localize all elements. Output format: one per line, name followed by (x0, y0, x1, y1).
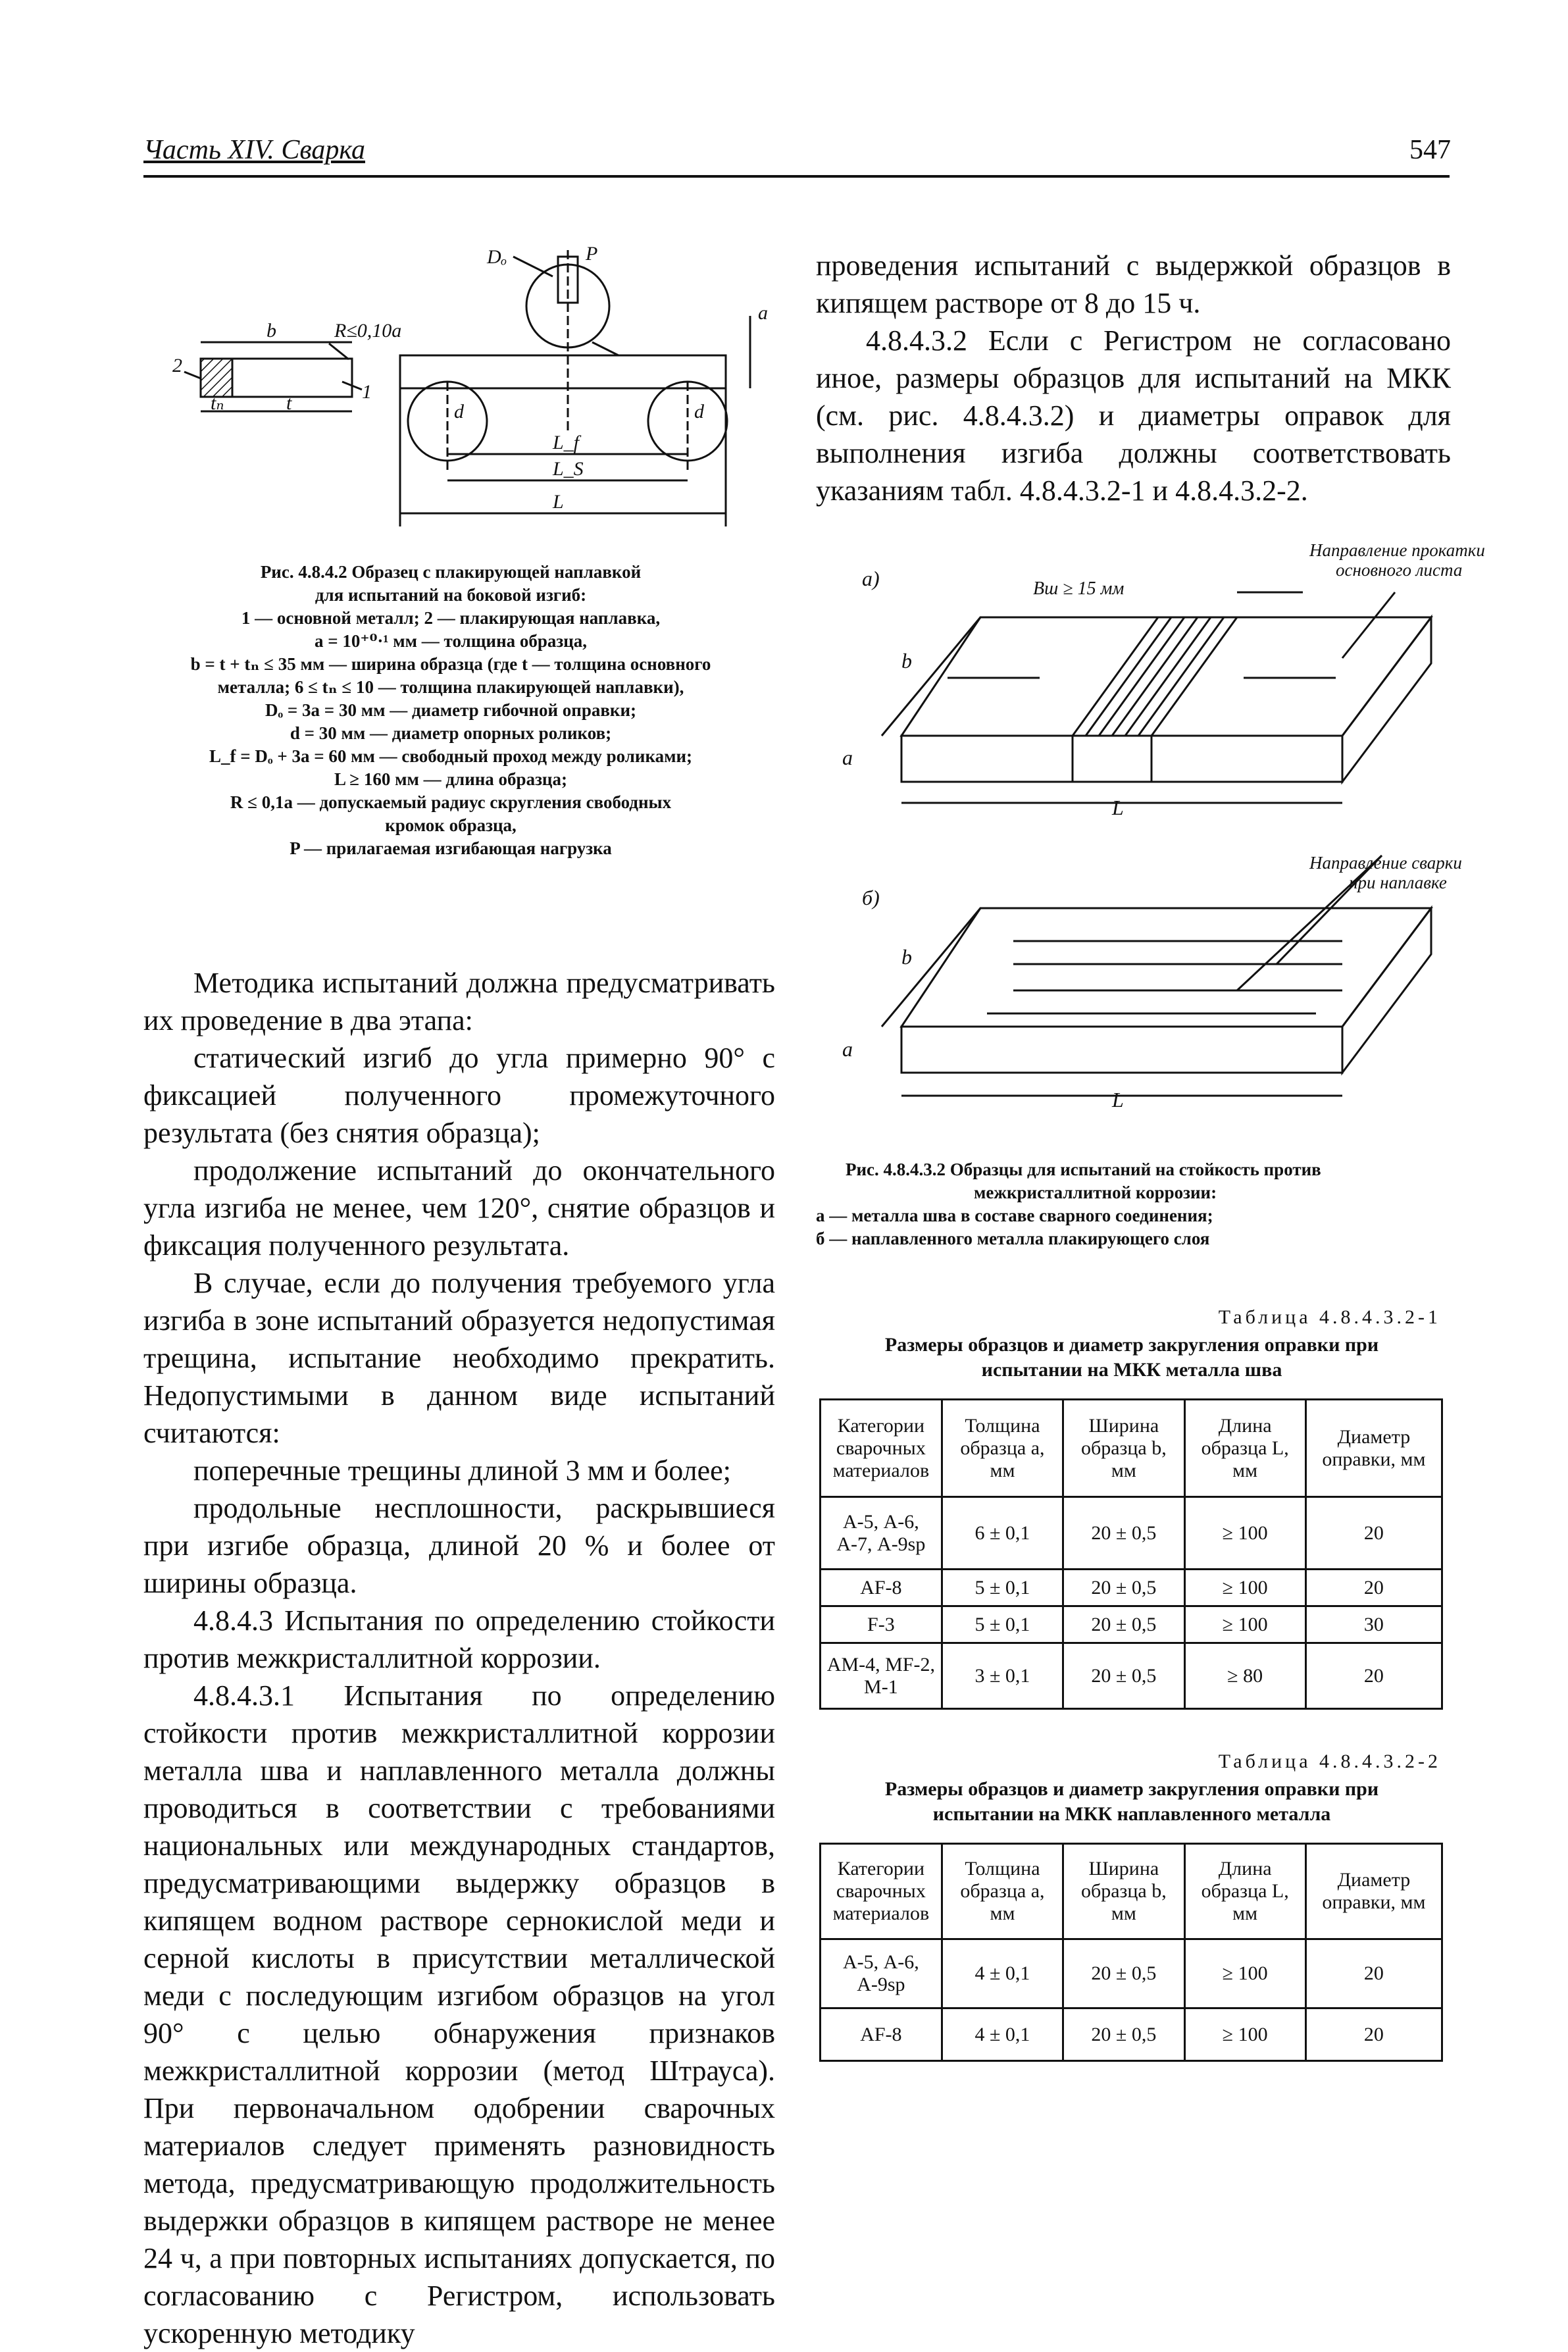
table-cell: ≥ 80 (1184, 1643, 1305, 1709)
label-b: b (266, 320, 276, 342)
paragraph: продолжение испытаний до окончательного угла изгиба не менее, чем 120°, снятие образцов и фиксация полученного результата. (143, 1154, 775, 1262)
table-cell: 20 ± 0,5 (1063, 1643, 1184, 1709)
table-cell: 20 ± 0,5 (1063, 1497, 1184, 1570)
table-cell: А-5, А-6, А-7, А-9sp (821, 1497, 942, 1570)
label-b-a: b (901, 649, 912, 673)
header-rule (143, 175, 1450, 178)
caption-line: L_f = Dₒ + 3a = 60 мм — свободный проход между роликами; (209, 746, 693, 766)
table-cell: 20 ± 0,5 (1063, 2008, 1184, 2061)
label-L-a: L (1112, 796, 1124, 819)
label-L-b: L (1112, 1088, 1124, 1112)
caption-line: а — металла шва в составе сварного соединения; (816, 1206, 1213, 1225)
caption-line: металла; 6 ≤ tₙ ≤ 10 — толщина плакирующей наплавки), (217, 677, 684, 697)
label-Ls: L_S (553, 458, 584, 480)
table-cell: ≥ 100 (1184, 1606, 1305, 1643)
table-cell: AF-8 (821, 2008, 942, 2061)
paragraph: поперечные трещины длиной 3 мм и более; (193, 1454, 731, 1487)
figure1-caption (132, 561, 770, 860)
label-t: t (286, 392, 292, 414)
table-row (821, 2008, 1442, 2061)
caption-line: Dₒ = 3a = 30 мм — диаметр гибочной оправки; (265, 700, 637, 720)
label-Lf: L_f (553, 432, 580, 453)
paragraph: продольные несплошности, раскрывшиеся при изгибе образца, длиной 20 % и более от ширины образца. (143, 1492, 775, 1599)
caption-line: d = 30 мм — диаметр опорных роликов; (290, 723, 612, 743)
figure-igc-specimens (816, 526, 1485, 1158)
label-a-b: a (842, 1037, 853, 1061)
table-header-cell: Толщина образца a, мм (942, 1400, 1063, 1497)
table1 (819, 1398, 1443, 1710)
table-header-cell: Диаметр оправки, мм (1305, 1400, 1442, 1497)
table-header-cell: Ширина образца b, мм (1063, 1844, 1184, 1939)
figure-bend-test-diagram (158, 237, 768, 540)
label-weld-direction-2: при наплавке (1349, 873, 1447, 892)
table2-number: Таблица 4.8.4.3.2-2 (1218, 1751, 1441, 1772)
table-cell: 20 (1305, 1570, 1442, 1606)
table-cell: ≥ 100 (1184, 2008, 1305, 2061)
caption-line: б — наплавленного металла плакирующего слоя (816, 1229, 1210, 1248)
figure2-caption (816, 1158, 1451, 1250)
table-header-cell: Толщина образца a, мм (942, 1844, 1063, 1939)
label-2: 2 (172, 355, 182, 376)
table-cell: 5 ± 0,1 (942, 1570, 1063, 1606)
caption-line: b = t + tₙ ≤ 35 мм — ширина образца (где t — толщина основного (190, 654, 711, 674)
page-number: 547 (1409, 135, 1451, 165)
label-tn: tₙ (211, 392, 224, 414)
table-header-cell: Длина образца L, мм (1184, 1400, 1305, 1497)
table-header-cell: Категории сварочных материалов (821, 1844, 942, 1939)
paragraph: проведения испытаний с выдержкой образцов в кипящем растворе от 8 до 15 ч. (816, 249, 1451, 319)
label-roll-direction-1: Направление прокатки (1309, 540, 1485, 560)
caption-line: межкристаллитной коррозии: (974, 1183, 1217, 1202)
label-a: a (758, 302, 768, 324)
table-row (821, 1497, 1442, 1570)
label-weld-width: Bш ≥ 15 мм (1033, 578, 1125, 599)
table2-title-line: Размеры образцов и диаметр закругления оправки при (884, 1778, 1379, 1800)
table1-title-line: испытании на МКК металла шва (981, 1359, 1282, 1381)
table-header-cell: Длина образца L, мм (1184, 1844, 1305, 1939)
table-cell: 20 ± 0,5 (1063, 1606, 1184, 1643)
table1-number: Таблица 4.8.4.3.2-1 (1218, 1306, 1441, 1328)
table2-title (816, 1777, 1448, 1827)
running-header-section: Часть XIV. Сварка (143, 135, 365, 165)
table-cell: 20 (1305, 1643, 1442, 1709)
caption-line: R ≤ 0,1a — допускаемый радиус скругления свободных (230, 792, 672, 812)
paragraph: 4.8.4.3.2 Если с Регистром не согласовано иное, размеры образцов для испытаний на МКК (см. рис. 4.8.4.3.2) и диаметры оправок для выполнения изгиба должны соответствовать указаниям табл. 4.8.4.3.2-1 и 4.8.4.3.2-2. (816, 324, 1451, 507)
label-b-b: b (901, 945, 912, 969)
table-row (821, 1606, 1442, 1643)
table-cell: 20 (1305, 1497, 1442, 1570)
label-fig-b: б) (862, 886, 880, 909)
table-cell: 6 ± 0,1 (942, 1497, 1063, 1570)
table-header-cell: Ширина образца b, мм (1063, 1400, 1184, 1497)
label-roll-direction-2: основного листа (1336, 560, 1463, 580)
table-row (821, 1570, 1442, 1606)
label-fig-a: а) (862, 567, 880, 590)
table-cell: 5 ± 0,1 (942, 1606, 1063, 1643)
caption-line: Рис. 4.8.4.3.2 Образцы для испытаний на стойкость против (846, 1160, 1321, 1179)
table-header-row (821, 1844, 1442, 1939)
caption-line: 1 — основной металл; 2 — плакирующая наплавка, (241, 608, 661, 628)
table-cell: ≥ 100 (1184, 1497, 1305, 1570)
label-a-a: a (842, 746, 853, 769)
table-cell: 20 (1305, 1939, 1442, 2008)
label-Do: Dₒ (487, 246, 507, 268)
caption-line: P — прилагаемая изгибающая нагрузка (290, 838, 612, 858)
table1-title (816, 1333, 1448, 1383)
table-cell: А-5, А-6, А-9sp (821, 1939, 942, 2008)
label-R: R≤0,10a (334, 320, 402, 342)
table-cell: 3 ± 0,1 (942, 1643, 1063, 1709)
right-column-text (816, 247, 1451, 509)
table1-title-line: Размеры образцов и диаметр закругления оправки при (884, 1334, 1379, 1356)
caption-line: Рис. 4.8.4.2 Образец с плакирующей наплавкой (260, 562, 642, 582)
label-weld-direction-1: Направление сварки (1309, 853, 1462, 873)
table-cell: F-3 (821, 1606, 942, 1643)
table-cell: 20 (1305, 2008, 1442, 2061)
table-header-row (821, 1400, 1442, 1497)
caption-line: для испытаний на боковой изгиб: (315, 585, 587, 605)
label-d-right: d (694, 401, 704, 422)
paragraph: В случае, если до получения требуемого угла изгиба в зоне испытаний образуется недопустимая трещина, испытание необходимо прекратить. Недопустимыми в данном виде испытаний считаются: (143, 1267, 775, 1449)
table-cell: 4 ± 0,1 (942, 2008, 1063, 2061)
left-column-text (143, 964, 775, 2352)
table2-title-line: испытании на МКК наплавленного металла (932, 1803, 1331, 1825)
table-cell: 20 ± 0,5 (1063, 1939, 1184, 2008)
table2 (819, 1843, 1443, 2062)
table-cell: АМ-4, МF-2, М-1 (821, 1643, 942, 1709)
label-L: L (553, 491, 564, 513)
caption-line: L ≥ 160 мм — длина образца; (334, 769, 567, 789)
table-cell: 4 ± 0,1 (942, 1939, 1063, 2008)
paragraph: 4.8.4.3.1 Испытания по определению стойкости против межкристаллитной коррозии металла шва и наплавленного металла должны проводиться в соответствии с требованиями национальных или международных стандартов, предусматривающими выдержку образцов в кипящем водном растворе сернокислой меди и серной кислоты в присутствии металлической меди с последующим изгибом образцов на угол 90° с целью обнаружения признаков межкристаллитной коррозии (метод Штрауса). При первоначальном одобрении сварочных материалов следует применять разновидность метода, предусматривающую продолжительность выдержки образцов в кипящем растворе не менее 24 ч, а при повторных испытаниях допускается, по согласованию с Регистром, использовать ускоренную методику (143, 1679, 775, 2349)
paragraph: статический изгиб до угла примерно 90° с фиксацией полученного промежуточного результата (без снятия образца); (143, 1042, 775, 1149)
table-cell: 20 ± 0,5 (1063, 1570, 1184, 1606)
table-cell: 30 (1305, 1606, 1442, 1643)
table-cell: AF-8 (821, 1570, 942, 1606)
paragraph: Методика испытаний должна предусматривать их проведение в два этапа: (143, 967, 775, 1036)
table-row (821, 1939, 1442, 2008)
table-cell: ≥ 100 (1184, 1939, 1305, 2008)
section-heading-4-8-4-3: 4.8.4.3 Испытания по определению стойкости против межкристаллитной коррозии. (143, 1604, 775, 1674)
table-row (821, 1643, 1442, 1709)
caption-line: a = 10⁺⁰·¹ мм — толщина образца, (314, 631, 588, 651)
label-1: 1 (362, 381, 372, 403)
table-header-cell: Категории сварочных материалов (821, 1400, 942, 1497)
label-P: P (586, 243, 598, 265)
table-header-cell: Диаметр оправки, мм (1305, 1844, 1442, 1939)
label-d-left: d (454, 401, 464, 422)
table-cell: ≥ 100 (1184, 1570, 1305, 1606)
caption-line: кромок образца, (385, 815, 517, 835)
